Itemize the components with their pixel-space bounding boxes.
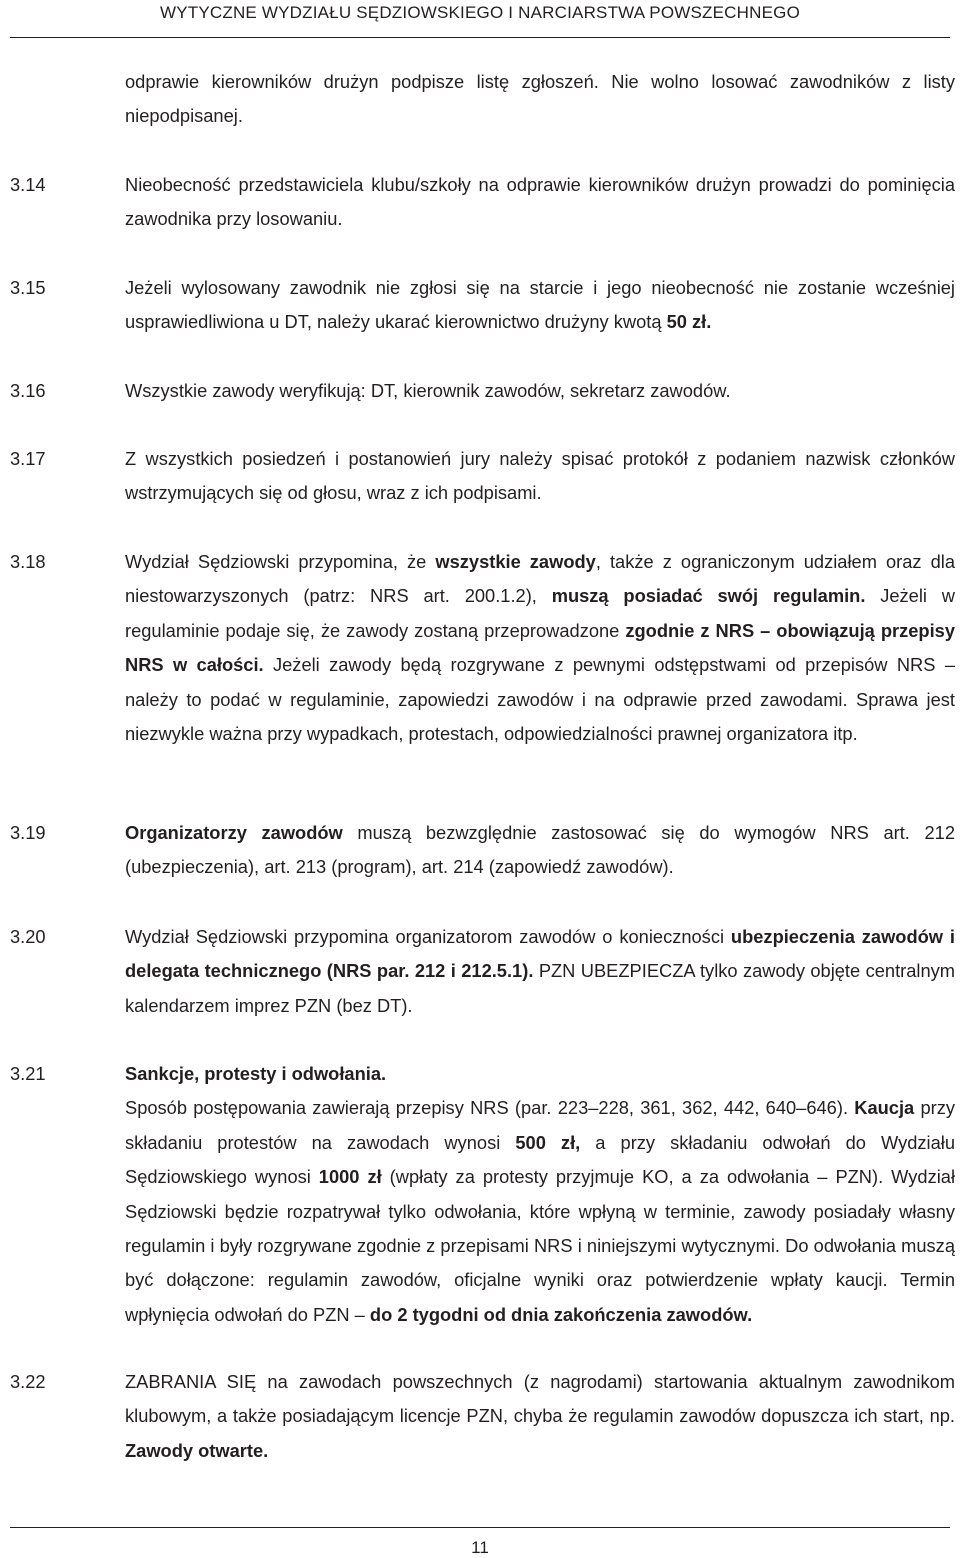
item-number: 3.20 xyxy=(10,926,46,947)
item-text: Jeżeli wylosowany zawodnik nie zgłosi się na starcie i jego nieobecność nie zostanie wcześniej usprawiedliwiona u DT, należy ukarać kierownictwo drużyny kwotą 50 zł. xyxy=(125,277,955,333)
item-number: 3.16 xyxy=(10,380,46,401)
item-number: 3.22 xyxy=(10,1371,46,1392)
item-number: 3.18 xyxy=(10,551,46,572)
continuation-text: odprawie kierowników drużyn podpisze listę zgłoszeń. Nie wolno losować zawodników z listy niepodpisanej. xyxy=(125,71,955,127)
item-3-22 xyxy=(10,1365,955,1468)
item-3-17 xyxy=(10,442,955,511)
header-divider xyxy=(10,37,950,38)
item-text: Organizatorzy zawodów muszą bezwzględnie zastosować się do wymogów NRS art. 212 (ubezpieczenia), art. 213 (program), art. 214 (zapowiedź zawodów). xyxy=(125,822,955,878)
item-3-20 xyxy=(10,920,955,1023)
item-3-16 xyxy=(10,374,955,408)
item-number: 3.15 xyxy=(10,277,46,298)
item-text: Z wszystkich posiedzeń i postanowień jury należy spisać protokół z podaniem nazwisk członków wstrzymujących się od głosu, wraz z ich podpisami. xyxy=(125,448,955,504)
page-number: 11 xyxy=(471,1538,489,1557)
item-number: 3.17 xyxy=(10,448,46,469)
item-number: 3.19 xyxy=(10,822,46,843)
continuation-paragraph xyxy=(10,65,955,134)
item-number: 3.14 xyxy=(10,174,46,195)
item-3-18 xyxy=(10,545,955,751)
item-text: Nieobecność przedstawiciela klubu/szkoły na odprawie kierowników drużyn prowadzi do pominięcia zawodnika przy losowaniu. xyxy=(125,174,955,230)
item-3-21 xyxy=(10,1057,955,1332)
item-text: Wszystkie zawody weryfikują: DT, kierownik zawodów, sekretarz zawodów. xyxy=(125,380,731,401)
running-header: WYTYCZNE WYDZIAŁU SĘDZIOWSKIEGO I NARCIARSTWA POWSZECHNEGO xyxy=(159,3,800,22)
item-number: 3.21 xyxy=(10,1063,46,1084)
item-heading: Sankcje, protesty i odwołania. xyxy=(125,1063,387,1084)
item-text: ZABRANIA SIĘ na zawodach powszechnych (z nagrodami) startowania aktualnym zawodnikom klubowym, a także posiadającym licencje PZN, chyba że regulamin zawodów dopuszcza ich start, np. Zawody otwarte. xyxy=(125,1371,955,1461)
item-text: Wydział Sędziowski przypomina organizatorom zawodów o konieczności ubezpieczenia zawodów i delegata technicznego (NRS par. 212 i 212.5.1). PZN UBEZPIECZA tylko zawody objęte centralnym kalendarzem imprez PZN (bez DT). xyxy=(125,926,956,1016)
item-3-19 xyxy=(10,816,955,885)
item-text: Sposób postępowania zawierają przepisy NRS (par. 223–228, 361, 362, 442, 640–646). Kaucja przy składaniu protestów na zawodach wynosi 500 zł, a przy składaniu odwołań do Wydziału Sędziowskiego wynosi 1000 zł (wpłaty za protesty przyjmuje KO, a za odwołania – PZN). Wydział Sędziowski będzie rozpatrywał tylko odwołania, które wpłyną w terminie, zawody posiadały własny regulamin i były rozgrywane zgodnie z przepisami NRS i niniejszymi wytycznymi. Do odwołania muszą być dołączone: regulamin zawodów, oficjalne wyniki oraz potwierdzenie wpłaty kaucji. Termin wpłynięcia odwołań do PZN – do 2 tygodni od dnia zakończenia zawodów. xyxy=(125,1097,955,1325)
item-text: Wydział Sędziowski przypomina, że wszystkie zawody, także z ograniczonym udziałem oraz dla niestowarzyszonych (patrz: NRS art. 200.1.2), muszą posiadać swój regulamin. Jeżeli w regulaminie podaje się, że zawody zostaną przeprowadzone zgodnie z NRS – obowiązują przepisy NRS w całości. Jeżeli zawody będą rozgrywane z pewnymi odstępstwami od przepisów NRS – należy to podać w regulaminie, zapowiedzi zawodów i na odprawie przed zawodami. Sprawa jest niezwykle ważna przy wypadkach, protestach, odpowiedzialności prawnej organizatora itp. xyxy=(125,551,955,745)
item-3-14 xyxy=(10,168,955,237)
item-3-15 xyxy=(10,271,955,340)
footer-divider xyxy=(10,1527,950,1528)
